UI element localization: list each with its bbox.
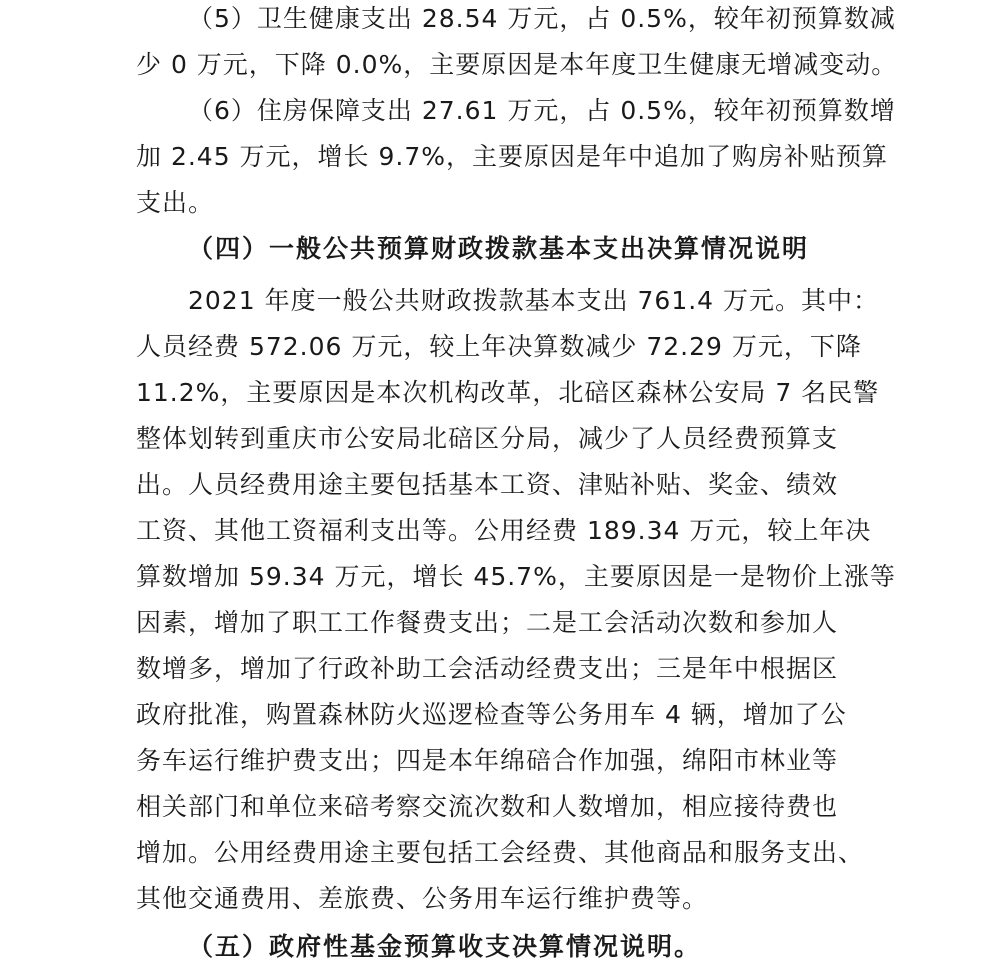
paragraph-basic-line-7: 算数增加 59.34 万元，增长 45.7%，主要原因是一是物价上涨等 (136, 562, 896, 591)
paragraph-basic-line-3: 11.2%，主要原因是本次机构改革，北碚区森林公安局 7 名民警 (136, 378, 880, 407)
paragraph-basic-line-13: 增加。公用经费用途主要包括工会经费、其他商品和服务支出、 (136, 838, 865, 867)
paragraph-housing-line-3: 支出。 (136, 188, 215, 217)
section-heading-government-fund: （五）政府性基金预算收支决算情况说明。 (188, 932, 702, 961)
paragraph-health-line-1: （5）卫生健康支出 28.54 万元，占 0.5%，较年初预算数减 (188, 4, 896, 33)
paragraph-housing-line-2: 加 2.45 万元，增长 9.7%，主要原因是年中追加了购房补贴预算 (136, 142, 889, 171)
paragraph-basic-line-4: 整体划转到重庆市公安局北碚区分局，减少了人员经费预算支 (136, 424, 839, 453)
paragraph-basic-line-12: 相关部门和单位来碚考察交流次数和人数增加，相应接待费也 (136, 792, 839, 821)
section-heading-basic-expenditure: （四）一般公共预算财政拨款基本支出决算情况说明 (188, 234, 810, 263)
paragraph-basic-line-10: 政府批准，购置森林防火巡逻检查等公务用车 4 辆，增加了公 (136, 700, 847, 729)
paragraph-basic-line-1: 2021 年度一般公共财政拨款基本支出 761.4 万元。其中： (188, 286, 880, 315)
paragraph-health-line-2: 少 0 万元，下降 0.0%，主要原因是本年度卫生健康无增减变动。 (136, 50, 898, 79)
paragraph-basic-line-2: 人员经费 572.06 万元，较上年决算数减少 72.29 万元，下降 (136, 332, 862, 361)
paragraph-basic-line-6: 工资、其他工资福利支出等。公用经费 189.34 万元，较上年决 (136, 516, 872, 545)
paragraph-basic-line-8: 因素，增加了职工工作餐费支出；二是工会活动次数和参加人 (136, 608, 839, 637)
paragraph-basic-line-14: 其他交通费用、差旅费、公务用车运行维护费等。 (136, 884, 709, 913)
paragraph-basic-line-5: 出。人员经费用途主要包括基本工资、津贴补贴、奖金、绩效 (136, 470, 839, 499)
paragraph-basic-line-9: 数增多，增加了行政补助工会活动经费支出；三是年中根据区 (136, 654, 839, 683)
paragraph-housing-line-1: （6）住房保障支出 27.61 万元，占 0.5%，较年初预算数增 (188, 96, 896, 125)
paragraph-basic-line-11: 务车运行维护费支出；四是本年绵碚合作加强，绵阳市林业等 (136, 746, 839, 775)
